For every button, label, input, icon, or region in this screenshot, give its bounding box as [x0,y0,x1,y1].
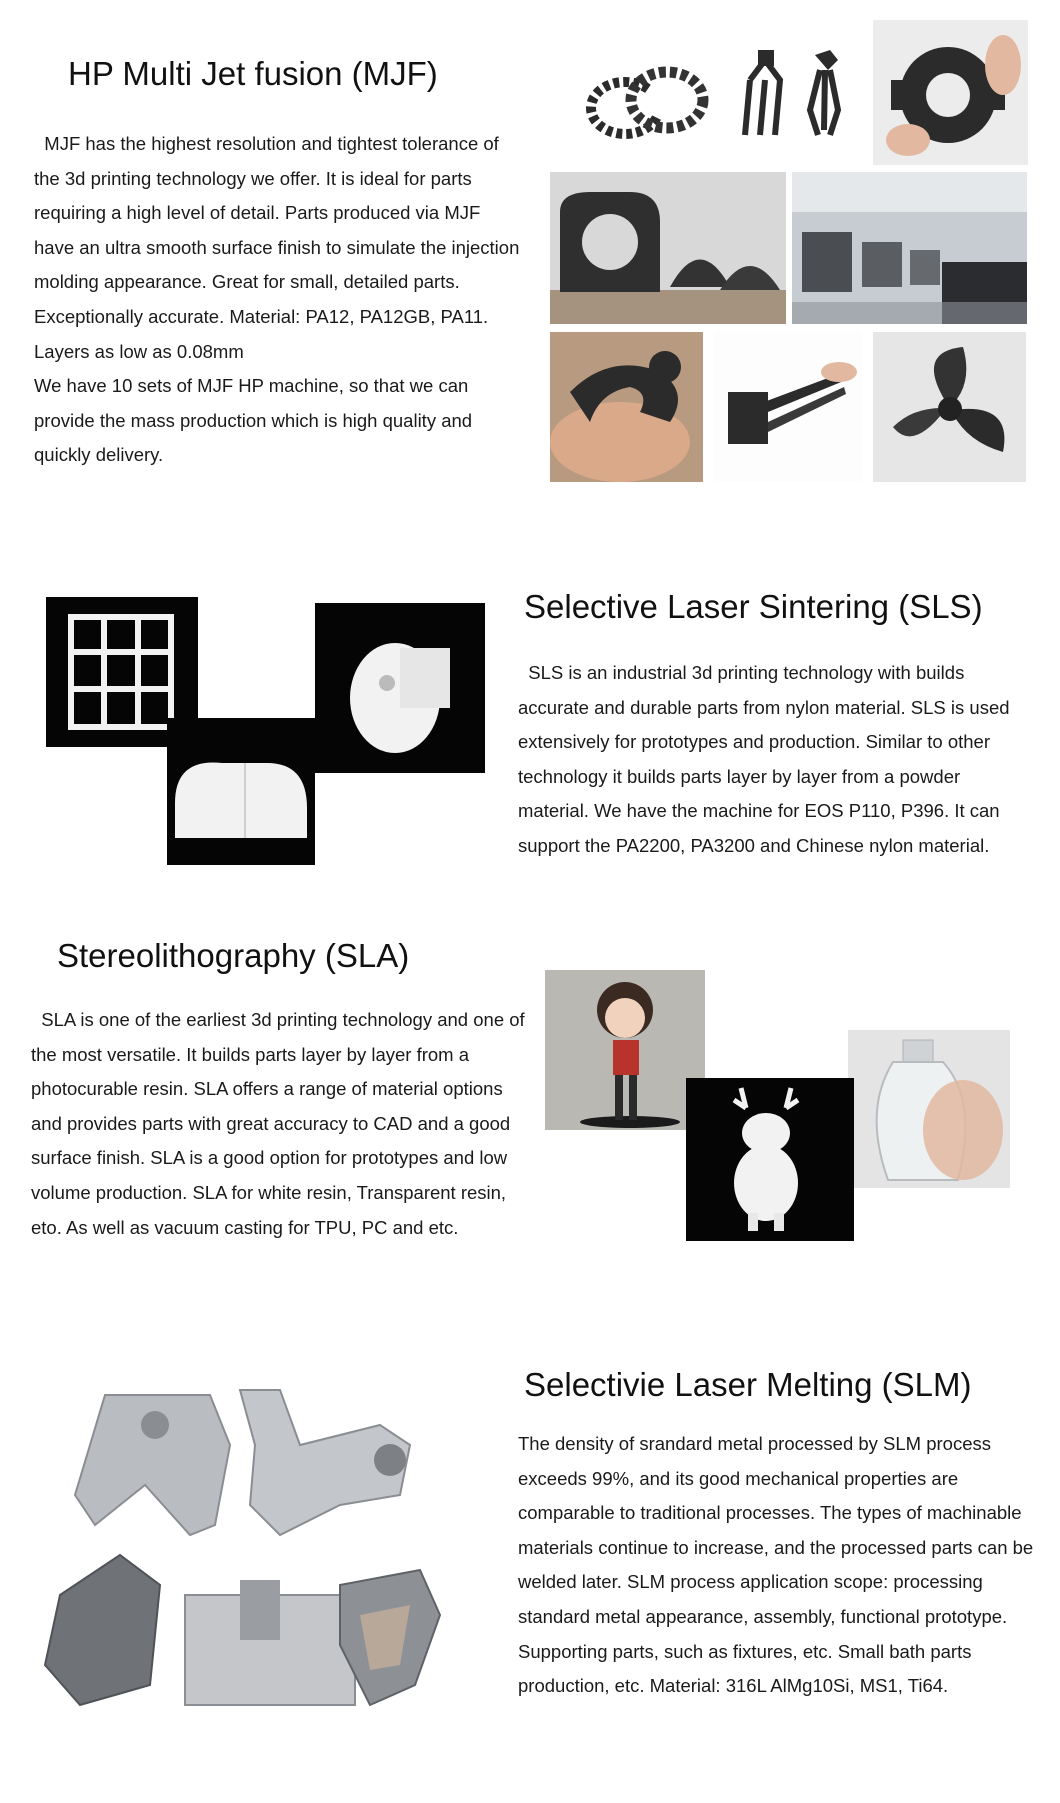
sls-title: Selective Laser Sintering (SLS) [524,588,983,625]
sls-arch-part-image [167,718,315,865]
mjf-grippers-image [720,20,870,160]
sls-description [518,656,1018,864]
sla-transparent-bottle-image [848,1030,1010,1188]
mjf-paragraph-2: Layers as low as 0.08mm [34,340,244,362]
mjf-clamp-parts-image [550,172,786,324]
slm-metal-parts-image [40,1385,480,1725]
sla-white-deer-image [686,1078,854,1241]
mjf-lattice-rings-image [575,20,720,160]
mjf-gear-part-image [873,20,1028,165]
sls-paragraph-1: SLS is an industrial 3d printing technology with builds accurate and durable parts from nylon material. SLS is used extensively for prototypes and production. Similar to other technology it builds parts layer by layer from a powder material. We have the machine for EOS P110, P396. It can support the PA2200, PA3200 and Chinese nylon material. [518,662,1010,856]
mjf-title: HP Multi Jet fusion (MJF) [68,55,438,92]
mjf-factory-machines-image [792,172,1027,324]
slm-title: Selectivie Laser Melting (SLM) [524,1366,972,1403]
slm-paragraph-1: The density of srandard metal processed by SLM process exceeds 99%, and its good mechanical properties are comparable to traditional processes. The types of machinable materials continue to increase, and the processed parts can be welded later. SLM process application scope: processing standard metal appearance, assembly, functional prototype. Supporting parts, such as fixtures, etc. Small bath parts production, etc. Material: 316L AlMg10Si, MS1, Ti64. [518,1433,1034,1697]
sls-flange-part-image [315,603,485,773]
mjf-paragraph-1: MJF has the highest resolution and tightest tolerance of the 3d printing technology we offer. It is ideal for parts requiring a high level of detail. Parts produced via MJF have an ultra smooth surface finish to simulate the injection molding appearance. Great for small, detailed parts. Exceptionally accurate. Material: PA12, PA12GB, PA11. [34,133,520,327]
sla-title: Stereolithography (SLA) [57,937,410,974]
sla-figurine-image [545,970,705,1130]
sla-paragraph-1: SLA is one of the earliest 3d printing technology and one of the most versatile. It builds parts layer by layer from a photocurable resin. SLA offers a range of material options and provides parts with great accuracy to CAD and a good surface finish. SLA is a good option for prototypes and low volume production. SLA for white resin, Transparent resin, eto. As well as vacuum casting for TPU, PC and etc. [31,1009,525,1238]
sla-description [31,1003,531,1245]
mjf-description [34,127,524,473]
mjf-tweezer-part-image [714,332,862,482]
mjf-paragraph-3: We have 10 sets of MJF HP machine, so that we can provide the mass production which is high quality and quickly delivery. [34,375,473,466]
mjf-propeller-image [873,332,1026,482]
slm-description [518,1427,1043,1704]
mjf-flexible-part-image [550,332,703,482]
